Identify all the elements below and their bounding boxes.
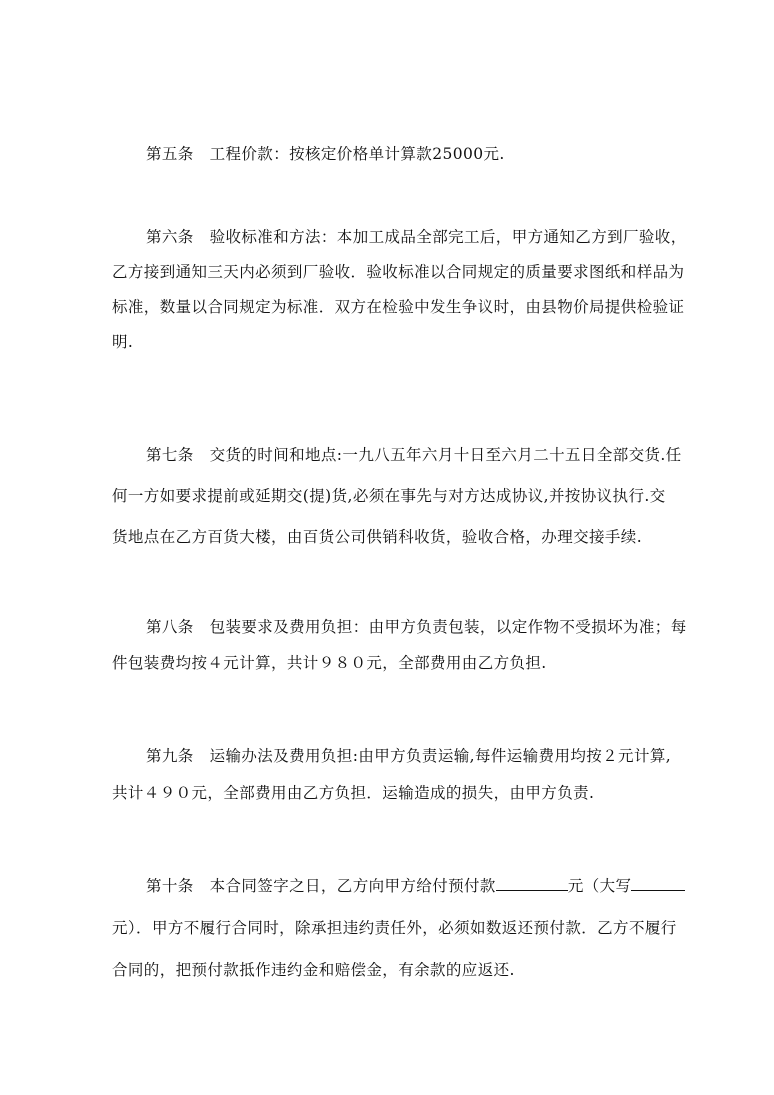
article-7-line-1: 第七条 交货的时间和地点:一九八五年六月十日至六月二十五日全部交货.任 — [146, 446, 682, 464]
article-5-line-1: 第五条 工程价款：按核定价格单计算款25000元. — [146, 145, 505, 163]
article-6-line-3: 标准，数量以合同规定为标准．双方在检验中发生争议时，由县物价局提供检验证 — [112, 298, 685, 316]
prepayment-capital-amount-blank — [631, 870, 685, 891]
article-10-line-3: 合同的，把预付款抵作违约金和赔偿金，有余款的应返还. — [112, 961, 515, 979]
article-8-line-2: 件包装费均按４元计算，共计９８０元，全部费用由乙方负担. — [112, 654, 547, 672]
article-7-line-3: 货地点在乙方百货大楼，由百货公司供销科收货，验收合格，办理交接手续. — [112, 528, 643, 546]
article-6-line-1: 第六条 验收标准和方法：本加工成品全部完工后，甲方通知乙方到厂验收， — [146, 228, 687, 246]
article-10-line-2: 元）．甲方不履行合同时，除承担违约责任外，必须如数返还预付款．乙方不履行 — [112, 919, 677, 937]
article-7-line-2: 何一方如要求提前或延期交(提)货,必须在事先与对方达成协议,并按协议执行.交 — [112, 487, 666, 505]
article-8-line-1: 第八条 包装要求及费用负担：由甲方负责包装，以定作物不受损坏为准；每 — [146, 618, 687, 636]
article-9-line-2: 共计４９０元，全部费用由乙方负担．运输造成的损失，由甲方负责. — [112, 784, 595, 802]
article-10-line-1-mid: 元（大写 — [567, 877, 632, 895]
article-6-line-2: 乙方接到通知三天内必须到厂验收．验收标准以合同规定的质量要求图纸和样品为 — [112, 263, 685, 281]
article-9-line-1: 第九条 运输办法及费用负担:由甲方负责运输,每件运输费用均按２元计算, — [146, 747, 672, 765]
article-6-line-4: 明. — [112, 333, 134, 351]
article-10-line-1 — [146, 870, 662, 902]
article-10-line-1-start: 第十条 本合同签字之日，乙方向甲方给付预付款 — [146, 877, 496, 895]
prepayment-amount-blank — [496, 870, 568, 891]
